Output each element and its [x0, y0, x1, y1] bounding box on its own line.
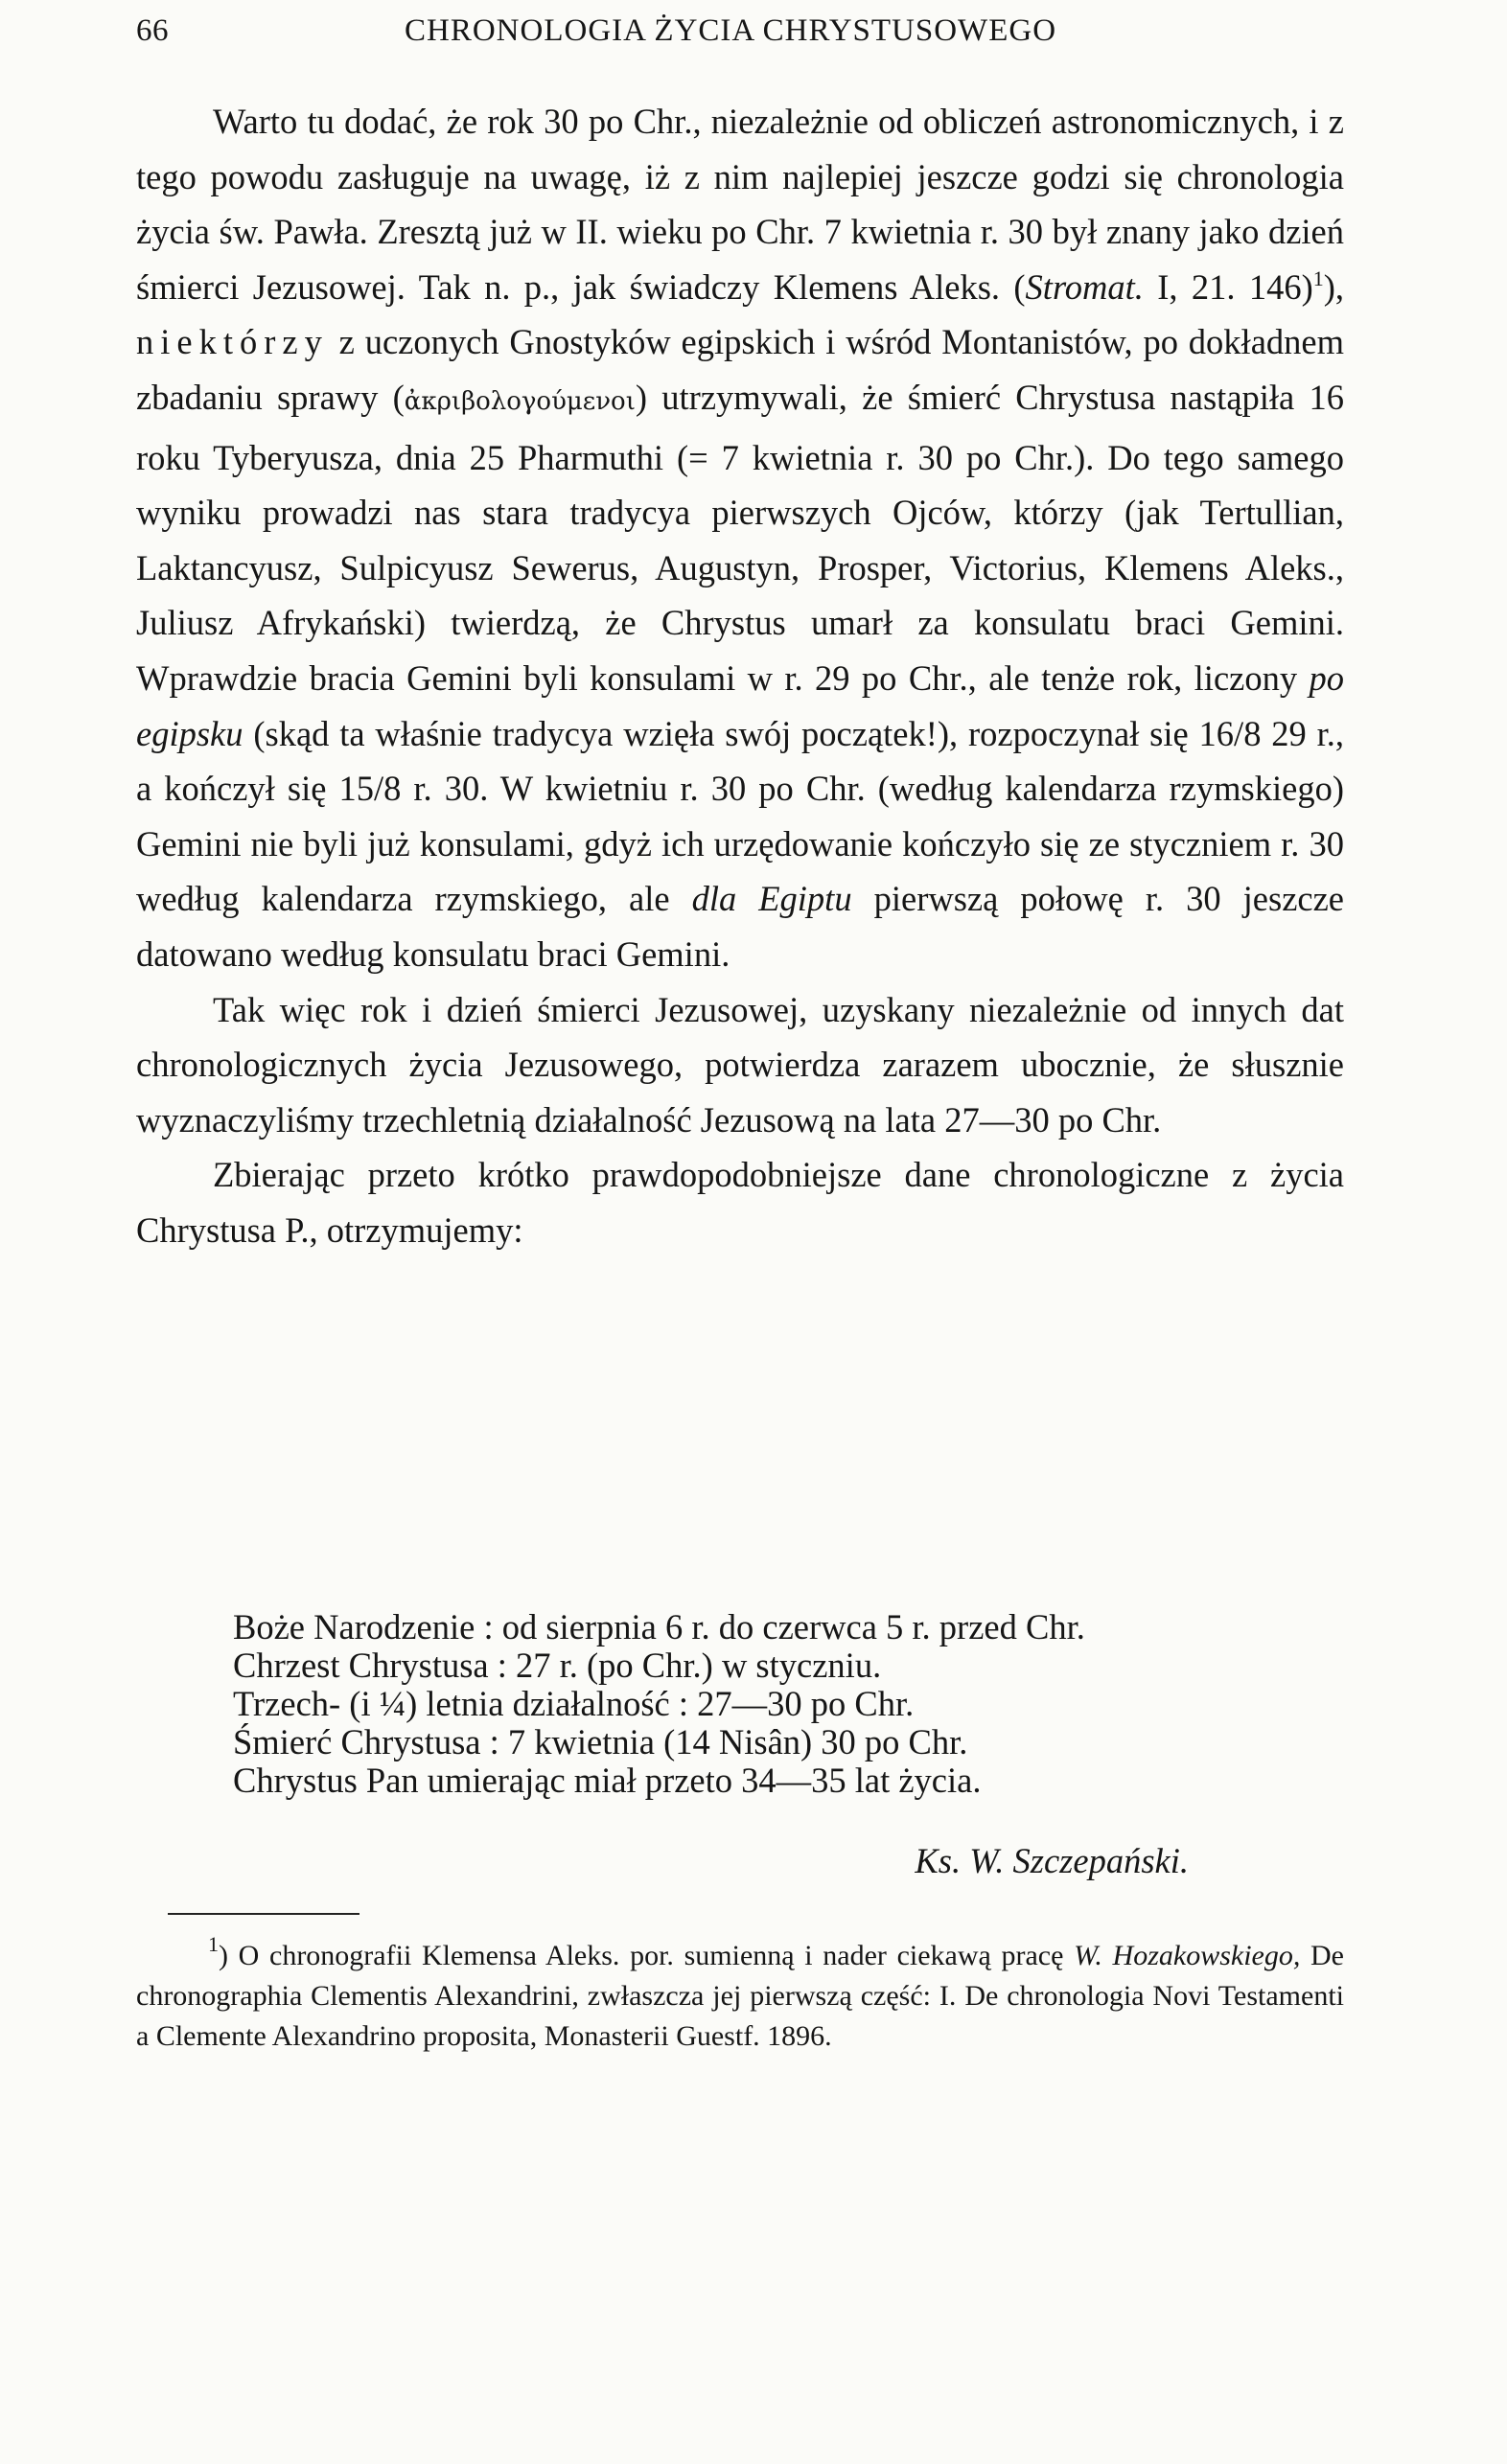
summary-row: Boże Narodzenie : od sierpnia 6 r. do czerwca 5 r. przed Chr.	[233, 1607, 1085, 1647]
footnote-divider	[168, 1913, 359, 1915]
chronology-summary	[233, 1608, 1326, 1800]
summary-row: Śmierć Chrystusa : 7 kwietnia (14 Nisân) 30 po Chr.	[233, 1722, 968, 1762]
footnote-marker: 1	[208, 1932, 219, 1956]
footnote-reference[interactable]: 1	[1312, 265, 1324, 290]
paragraph-1: Warto tu dodać, że rok 30 po Chr., niezależnie od obliczeń astronomicznych, i z tego powodu zasługuje na uwagę, iż z nim najlepiej jeszcze godzi się chronologia życia św. Pawła. Zresztą już w II. wieku po Chr. 7 kwietnia r. 30 był znany jako dzień śmierci Jezusowej. Tak n. p., jak świadczy Klemens Aleks. (Stromat. I, 21. 146)$^1$), niektórzy z uczonych Gnostyków egipskich i wśród Montanistów, po dokładnem zbadaniu sprawy (ἀκριβολογούμενοι) utrzymywali, że śmierć Chrystusa nastąpiła 16 roku Tyberyusza, dnia 25 Pharmuthi (= 7 kwietnia r. 30 po Chr.). Do tego samego wyniku prowadzi nas stara tradycya pierwszych Ojców, którzy (jak Tertullian, Laktancyusz, Sulpicyusz Sewerus, Augustyn, Prosper, Victorius, Klemens Aleks., Juliusz Afrykański) twierdzą, że Chrystus umarł za konsulatu braci Gemini. Wprawdzie bracia Gemini byli konsulami w r. 29 po Chr., ale tenże rok, liczony po egipsku (skąd ta właśnie tradycya wzięła swój początek!), rozpoczynał się 16/8 29 r., a kończył się 15/8 r. 30. W kwietniu r. 30 po Chr. (według kalendarza rzymskiego) Gemini nie byli już konsulami, gdyż ich urzędowanie kończyło się ze styczniem r. 30 według kalendarza rzymskiego, ale dla Egiptu pierwszą połowę r. 30 jeszcze datowano według konsulatu braci Gemini.	[136, 102, 1345, 974]
running-title: CHRONOLOGIA ŻYCIA CHRYSTUSOWEGO	[405, 13, 1057, 48]
italic-dla-egiptu: dla Egiptu	[691, 879, 852, 919]
footnote-author: W. Hozakowskiego,	[1074, 1940, 1301, 1971]
greek-word: ἀκριβολογούμενοι	[404, 386, 636, 416]
spaced-emphasis: niektórzy	[136, 322, 329, 362]
summary-row: Trzech- (i ¼) letnia działalność : 27—30 po Chr.	[233, 1684, 915, 1723]
summary-row: Chrystus Pan umierając miał przeto 34—35 lat życia.	[233, 1761, 982, 1800]
italic-po-egipsku: po egipsku	[136, 657, 1344, 753]
page-number: 66	[136, 13, 169, 48]
paragraph-2: Tak więc rok i dzień śmierci Jezusowej, uzyskany niezależnie od innych dat chronologicznych życia Jezusowego, potwierdza zarazem ubocznie, że słusznie wyznaczyliśmy trzechletnią działalność Jezusową na lata 27—30 po Chr.	[136, 989, 1344, 1140]
page-header	[136, 13, 1344, 61]
author-signature: Ks. W. Szczepański.	[915, 1841, 1189, 1880]
main-text	[136, 94, 1344, 1257]
summary-row: Chrzest Chrystusa : 27 r. (po Chr.) w styczniu.	[233, 1646, 882, 1685]
paragraph-3: Zbierając przeto krótko prawdopodobniejsze dane chronologiczne z życia Chrystusa P., otrzymujemy:	[136, 1155, 1344, 1250]
italic-stromat: Stromat.	[1025, 266, 1144, 307]
footnote: $^1$) O chronografii Klemensa Aleks. por. sumienną i nader ciekawą pracę W. Hozakowskiego, De chronographia Clementis Alexandrini, zwłaszcza jej pierwszą część: I. De chronologia Novi Testamenti a Clemente Alexandrino proposita, Monasterii Guestf. 1896.	[136, 1932, 1344, 2052]
